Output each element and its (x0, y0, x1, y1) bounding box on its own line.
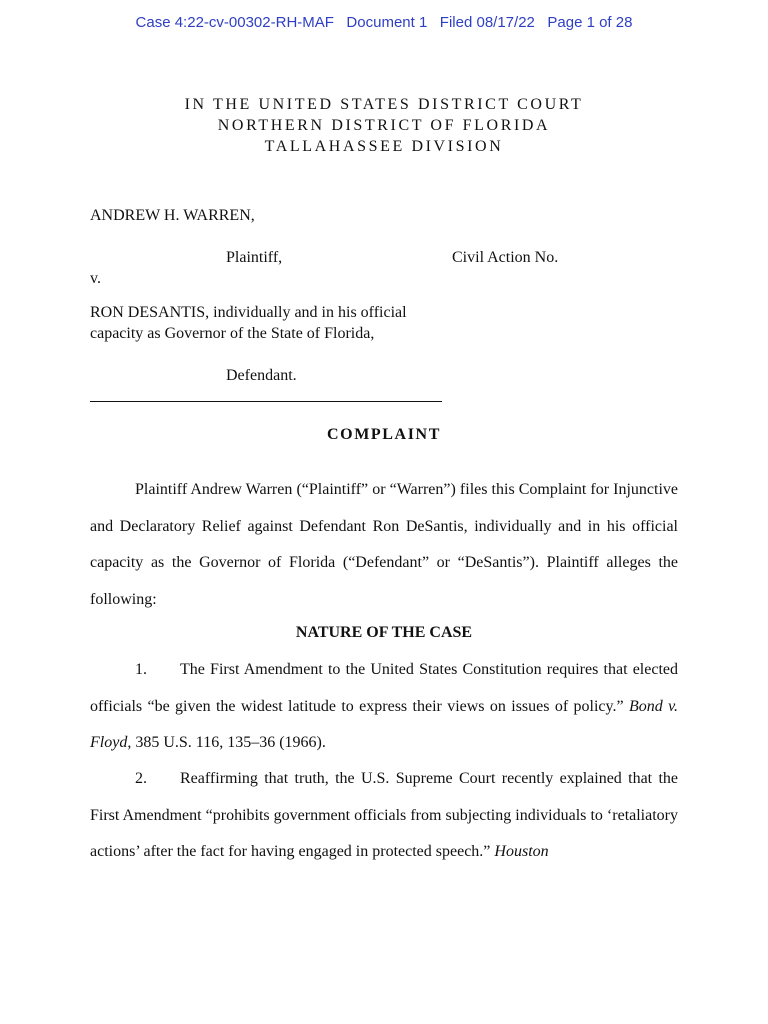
paragraph-text: The First Amendment to the United States Constitution requires that elected officials “be given the widest latitude to express their views on issues of policy.” (90, 661, 678, 715)
intro-paragraph: Plaintiff Andrew Warren (“Plaintiff” or “Warren”) files this Complaint for Injunctive and Declaratory Relief against Defendant Ron DeSantis, individually and in his official capacity as the Governor of Florida (“Defendant” or “DeSantis”). Plaintiff alleges the following: (90, 481, 678, 608)
paragraph-text-tail: , 385 U.S. 116, 135–36 (1966). (127, 734, 326, 751)
plaintiff-label: Plaintiff, (226, 249, 283, 266)
plaintiff-name: ANDREW H. WARREN, (90, 207, 255, 224)
versus-label: v. (90, 270, 101, 287)
section-heading: NATURE OF THE CASE (295, 624, 473, 641)
district-line: NORTHERN DISTRICT OF FLORIDA (217, 117, 551, 134)
paragraph-text: Reaffirming that truth, the U.S. Supreme Court recently explained that the First Amendment “prohibits government officials from subjecting individuals to ‘retaliatory actions’ after the fact for having engaged in protected speech.” (90, 770, 678, 860)
paragraph-number: 1. (135, 661, 147, 678)
complaint-title: COMPLAINT (327, 426, 441, 443)
court-heading (0, 94, 768, 157)
case-citation: Houston (494, 843, 549, 860)
defendant-name-line1: RON DESANTIS, individually and in his official (90, 304, 407, 321)
paragraph-2 (90, 761, 678, 871)
division-line: TALLAHASSEE DIVISION (264, 138, 504, 155)
paragraph-number: 2. (135, 770, 147, 787)
paragraph-1 (90, 652, 678, 762)
defendant-label: Defendant. (226, 367, 297, 384)
court-name-line: IN THE UNITED STATES DISTRICT COURT (184, 96, 584, 113)
filing-header-stamp: Case 4:22-cv-00302-RH-MAF Document 1 Filed 08/17/22 Page 1 of 28 (135, 14, 633, 31)
caption-divider (90, 401, 442, 402)
case-citation: Bond v. Floyd (90, 697, 679, 751)
defendant-name-line2: capacity as Governor of the State of Florida, (90, 325, 375, 342)
civil-action-number: Civil Action No. (452, 249, 559, 266)
